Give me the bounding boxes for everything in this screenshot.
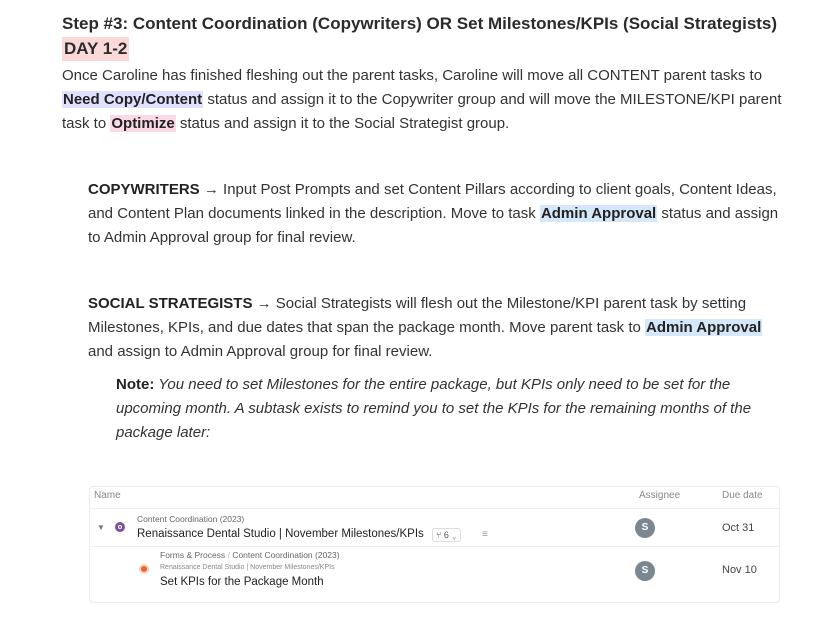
row-divider xyxy=(90,546,779,547)
intro-paragraph xyxy=(62,64,802,136)
status-admin-approval: Admin Approval xyxy=(646,319,762,336)
status-optimize: Optimize xyxy=(111,115,175,132)
step-heading xyxy=(62,12,802,61)
subtask-count[interactable] xyxy=(432,528,461,542)
task-breadcrumb[interactable] xyxy=(160,550,340,560)
task-table xyxy=(89,486,780,603)
note-label: Note: xyxy=(116,376,155,393)
note-text: You need to set Milestones for the entire package, but KPIs only need to be set for the upcoming month. A subtask exists to remind you to set the KPIs for the remaining months of the package later: xyxy=(116,376,752,441)
status-need-copy: Need Copy/Content xyxy=(63,91,203,108)
subtask-icon: ⑂ xyxy=(436,530,442,540)
header-divider xyxy=(90,508,779,509)
avatar[interactable]: S xyxy=(635,561,655,581)
col-header-name[interactable]: Name xyxy=(94,490,121,501)
strategists-text-2: and assign to Admin Approval group for final review. xyxy=(88,343,433,360)
status-admin-approval: Admin Approval xyxy=(540,205,657,222)
strategists-label: SOCIAL STRATEGISTS xyxy=(88,295,253,312)
step-title: Step #3: Content Coordination (Copywriters) OR Set Milestones/KPIs (Social Strategists) xyxy=(62,14,778,33)
task-name[interactable]: Renaissance Dental Studio | November Milestones/KPIs xyxy=(137,528,424,540)
breadcrumb-item[interactable]: Forms & Process xyxy=(160,550,226,560)
status-circle-icon[interactable] xyxy=(139,564,149,574)
caret-down-icon[interactable]: ▼ xyxy=(97,523,105,532)
note-paragraph xyxy=(116,373,788,445)
avatar[interactable]: S xyxy=(635,518,655,538)
subtask-count-value: 6 xyxy=(443,530,449,540)
intro-text-1: Once Caroline has finished fleshing out the parent tasks, Caroline will move all CONTENT parent tasks to xyxy=(62,67,763,84)
parent-task-link[interactable]: Renaissance Dental Studio | November Milestones/KPIs xyxy=(160,564,335,571)
copywriters-label: COPYWRITERS xyxy=(88,181,200,198)
intro-text-3: status and assign it to the Social Strategist group. xyxy=(175,115,510,132)
chevron-down-icon[interactable]: ⌄ xyxy=(451,530,457,540)
status-circle-icon[interactable] xyxy=(115,522,125,532)
copywriters-text-1: → Input Post Prompts and set Content Pillars according to client goals, Content Ideas, and Content Plan documents linked in the description. Move to task xyxy=(88,181,777,222)
due-date[interactable]: Oct 31 xyxy=(722,522,755,534)
due-date[interactable]: Nov 10 xyxy=(722,564,757,576)
intro-text-2: status and assign it to the Copywriter group and will move the MILESTONE/KPI parent task to xyxy=(62,91,782,132)
breadcrumb-separator-icon: / xyxy=(227,550,230,560)
copywriters-paragraph xyxy=(88,178,788,250)
col-header-assignee[interactable]: Assignee xyxy=(639,490,681,501)
breadcrumb-item[interactable]: Content Coordination (2023) xyxy=(232,550,340,560)
copywriters-text-2: status and assign to Admin Approval group for final review. xyxy=(88,205,779,246)
task-name[interactable]: Set KPIs for the Package Month xyxy=(160,576,324,588)
description-icon[interactable]: ≡ xyxy=(482,529,488,540)
col-header-due[interactable]: Due date xyxy=(722,490,763,501)
strategists-paragraph xyxy=(88,292,788,364)
day-badge: DAY 1-2 xyxy=(62,37,129,61)
task-breadcrumb[interactable]: Content Coordination (2023) xyxy=(137,514,245,524)
strategists-text-1: → Social Strategists will flesh out the Milestone/KPI parent task by setting Milestones, KPIs, and due dates that span the package month. Move parent task to xyxy=(88,295,747,336)
